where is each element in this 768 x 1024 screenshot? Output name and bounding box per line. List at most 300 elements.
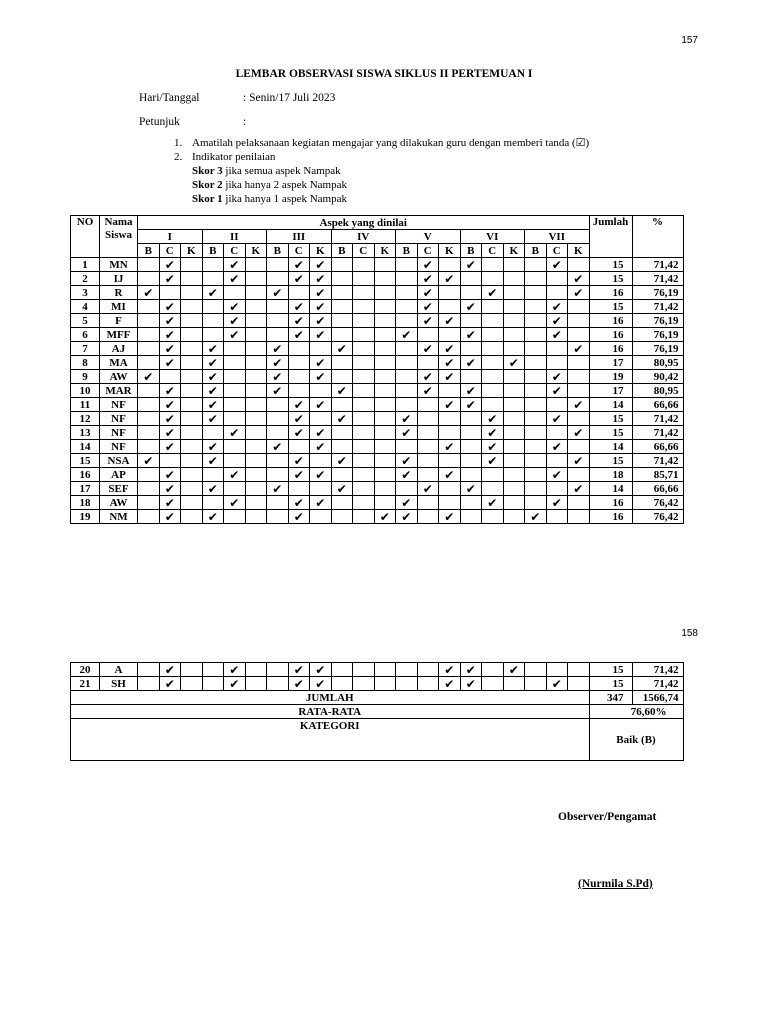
row-total: 16 (589, 314, 632, 328)
check-mark: ✔ (396, 426, 418, 440)
check-mark: ✔ (417, 286, 439, 300)
check-mark: ✔ (331, 342, 353, 356)
page-number: 157 (681, 35, 698, 46)
row-total: 16 (589, 286, 632, 300)
score-cell (568, 370, 590, 384)
jumlah-percent: 1566,74 (632, 691, 683, 705)
score-cell (460, 454, 482, 468)
check-mark: ✔ (159, 300, 181, 314)
check-mark: ✔ (396, 468, 418, 482)
row-percent: 66,66 (632, 440, 683, 454)
score-cell (417, 454, 439, 468)
row-percent: 80,95 (632, 356, 683, 370)
score-cell (396, 300, 418, 314)
table-row (71, 300, 684, 314)
check-mark: ✔ (460, 482, 482, 496)
score-cell (568, 258, 590, 272)
score-cell (353, 426, 375, 440)
header-total: Jumlah (589, 216, 632, 258)
row-percent: 71,42 (632, 454, 683, 468)
score-cell (460, 468, 482, 482)
check-mark: ✔ (439, 510, 461, 524)
score-cell (439, 482, 461, 496)
instruction-label: Petunjuk (139, 116, 180, 128)
score-cell (181, 286, 203, 300)
student-name: SEF (100, 482, 138, 496)
score-cell (353, 454, 375, 468)
check-mark: ✔ (288, 314, 310, 328)
student-name: NF (100, 412, 138, 426)
sub-column-header: B (138, 244, 160, 258)
check-mark: ✔ (546, 314, 568, 328)
check-mark: ✔ (439, 314, 461, 328)
row-number: 20 (71, 663, 100, 677)
check-mark: ✔ (224, 328, 246, 342)
header-no: NO (71, 216, 100, 258)
check-mark: ✔ (310, 370, 332, 384)
score-cell (439, 258, 461, 272)
score-cell (245, 482, 267, 496)
check-mark: ✔ (267, 384, 289, 398)
check-mark: ✔ (439, 468, 461, 482)
score-cell (482, 342, 504, 356)
score-cell (568, 663, 590, 677)
score-cell (245, 412, 267, 426)
score-cell (224, 370, 246, 384)
check-mark: ✔ (460, 300, 482, 314)
student-name: MN (100, 258, 138, 272)
row-percent: 76,42 (632, 510, 683, 524)
check-mark: ✔ (267, 370, 289, 384)
score-cell (331, 426, 353, 440)
check-mark: ✔ (288, 328, 310, 342)
student-name: A (100, 663, 138, 677)
check-mark: ✔ (288, 496, 310, 510)
score-cell (417, 356, 439, 370)
row-percent: 71,42 (632, 300, 683, 314)
check-mark: ✔ (159, 663, 181, 677)
score-cell (181, 482, 203, 496)
row-percent: 71,42 (632, 426, 683, 440)
score-cell (331, 370, 353, 384)
score-cell (245, 342, 267, 356)
score-cell (525, 272, 547, 286)
table-row (71, 468, 684, 482)
score-cell (568, 412, 590, 426)
score-cell (181, 663, 203, 677)
table-row (71, 412, 684, 426)
student-name: F (100, 314, 138, 328)
rata-value: 76,60% (589, 705, 683, 719)
check-mark: ✔ (138, 286, 160, 300)
row-number: 6 (71, 328, 100, 342)
row-percent: 71,42 (632, 272, 683, 286)
score-cell (482, 300, 504, 314)
score-cell (482, 356, 504, 370)
check-mark: ✔ (202, 370, 224, 384)
score-cell (138, 440, 160, 454)
observer-name: (Nurmila S.Pd) (578, 878, 653, 890)
score-cell (417, 412, 439, 426)
page-number: 158 (681, 628, 698, 639)
score-cell (245, 468, 267, 482)
row-total: 16 (589, 510, 632, 524)
score-cell (331, 314, 353, 328)
score-cell (331, 258, 353, 272)
check-mark: ✔ (310, 272, 332, 286)
check-mark: ✔ (439, 663, 461, 677)
check-mark: ✔ (159, 272, 181, 286)
check-mark: ✔ (482, 454, 504, 468)
check-mark: ✔ (439, 370, 461, 384)
score-cell (288, 286, 310, 300)
sub-column-header: K (439, 244, 461, 258)
score-cell (503, 440, 525, 454)
score-cell (417, 398, 439, 412)
score-text: jika hanya 1 aspek Nampak (222, 193, 347, 205)
student-name: MFF (100, 328, 138, 342)
table-row (71, 258, 684, 272)
check-mark: ✔ (159, 398, 181, 412)
score-cell (245, 663, 267, 677)
score-cell (245, 314, 267, 328)
check-mark: ✔ (224, 426, 246, 440)
score-cell (138, 426, 160, 440)
check-mark: ✔ (267, 286, 289, 300)
score-cell (267, 412, 289, 426)
check-mark: ✔ (331, 454, 353, 468)
score-cell (353, 398, 375, 412)
score-cell (482, 384, 504, 398)
item-number: 2. (174, 151, 183, 163)
check-mark: ✔ (288, 398, 310, 412)
header-aspects: Aspek yang dinilai (138, 216, 590, 230)
check-mark: ✔ (224, 468, 246, 482)
score-cell (417, 440, 439, 454)
row-number: 10 (71, 384, 100, 398)
score-cell (525, 370, 547, 384)
check-mark: ✔ (138, 454, 160, 468)
score-cell (460, 342, 482, 356)
header-name-text: Nama Siswa (104, 216, 133, 241)
score-cell (245, 286, 267, 300)
score-cell (482, 468, 504, 482)
check-mark: ✔ (482, 426, 504, 440)
score-cell (224, 286, 246, 300)
row-total: 16 (589, 328, 632, 342)
check-mark: ✔ (546, 370, 568, 384)
check-mark: ✔ (224, 496, 246, 510)
score-cell (525, 496, 547, 510)
check-mark: ✔ (482, 412, 504, 426)
row-number: 5 (71, 314, 100, 328)
check-mark: ✔ (310, 663, 332, 677)
table-row (71, 328, 684, 342)
check-mark: ✔ (288, 454, 310, 468)
score-cell (202, 677, 224, 691)
check-mark: ✔ (460, 398, 482, 412)
score-cell (525, 258, 547, 272)
score-cell (417, 468, 439, 482)
check-mark: ✔ (224, 300, 246, 314)
instruction-item (174, 136, 589, 150)
check-mark: ✔ (267, 356, 289, 370)
instruction-line (139, 116, 246, 128)
score-cell (181, 258, 203, 272)
score-cell (482, 258, 504, 272)
row-total: 17 (589, 384, 632, 398)
score-cell (568, 677, 590, 691)
score-cell (331, 440, 353, 454)
instruction-list (174, 136, 589, 206)
score-cell (460, 370, 482, 384)
score-cell (181, 398, 203, 412)
check-mark: ✔ (568, 272, 590, 286)
student-name: MI (100, 300, 138, 314)
row-percent: 76,19 (632, 342, 683, 356)
score-cell (525, 300, 547, 314)
score-cell (353, 342, 375, 356)
score-cell (138, 314, 160, 328)
check-mark: ✔ (546, 258, 568, 272)
score-cell (288, 370, 310, 384)
score-cell (417, 510, 439, 524)
check-mark: ✔ (396, 510, 418, 524)
score-cell (181, 370, 203, 384)
check-mark: ✔ (310, 314, 332, 328)
aspect-group-header: IV (331, 230, 396, 244)
check-mark: ✔ (439, 356, 461, 370)
check-mark: ✔ (159, 426, 181, 440)
check-mark: ✔ (159, 677, 181, 691)
score-cell (310, 384, 332, 398)
score-label: Skor 3 (192, 165, 223, 177)
score-cell (224, 510, 246, 524)
score-cell (224, 398, 246, 412)
check-mark: ✔ (460, 663, 482, 677)
check-mark: ✔ (546, 328, 568, 342)
score-cell (202, 300, 224, 314)
score-cell (460, 286, 482, 300)
score-cell (224, 356, 246, 370)
student-name: NSA (100, 454, 138, 468)
score-cell (396, 677, 418, 691)
table-row (71, 663, 684, 677)
table-row (71, 510, 684, 524)
check-mark: ✔ (568, 482, 590, 496)
row-number: 13 (71, 426, 100, 440)
check-mark: ✔ (546, 412, 568, 426)
instruction-value: : (243, 116, 247, 128)
check-mark: ✔ (417, 258, 439, 272)
score-cell (138, 496, 160, 510)
row-total: 15 (589, 426, 632, 440)
score-cell (503, 300, 525, 314)
table-row (71, 677, 684, 691)
score-cell (159, 454, 181, 468)
score-cell (525, 314, 547, 328)
row-number: 4 (71, 300, 100, 314)
score-cell (503, 384, 525, 398)
score-cell (396, 482, 418, 496)
score-cell (224, 454, 246, 468)
check-mark: ✔ (396, 412, 418, 426)
check-mark: ✔ (159, 440, 181, 454)
check-mark: ✔ (288, 468, 310, 482)
score-cell (181, 328, 203, 342)
student-name: NF (100, 440, 138, 454)
check-mark: ✔ (138, 370, 160, 384)
score-cell (568, 300, 590, 314)
sub-column-header: C (159, 244, 181, 258)
check-mark: ✔ (310, 300, 332, 314)
row-number: 19 (71, 510, 100, 524)
check-mark: ✔ (439, 677, 461, 691)
student-name: NF (100, 426, 138, 440)
check-mark: ✔ (159, 356, 181, 370)
table-row (71, 482, 684, 496)
item-text: Amatilah pelaksanaan kegiatan mengajar yang dilakukan guru dengan memberi tanda (☑) (192, 137, 590, 149)
score-cell (245, 440, 267, 454)
score-cell (503, 328, 525, 342)
check-mark: ✔ (310, 398, 332, 412)
score-cell (267, 426, 289, 440)
score-cell (310, 510, 332, 524)
score-cell (159, 286, 181, 300)
score-cell (224, 482, 246, 496)
score-cell (568, 328, 590, 342)
check-mark: ✔ (460, 356, 482, 370)
check-mark: ✔ (310, 258, 332, 272)
sub-column-header: C (546, 244, 568, 258)
score-cell (568, 384, 590, 398)
row-number: 21 (71, 677, 100, 691)
score-cell (202, 468, 224, 482)
check-mark: ✔ (202, 384, 224, 398)
check-mark: ✔ (568, 342, 590, 356)
check-mark: ✔ (568, 398, 590, 412)
table-row (71, 272, 684, 286)
score-cell (331, 663, 353, 677)
score-cell (288, 342, 310, 356)
check-mark: ✔ (331, 482, 353, 496)
check-mark: ✔ (267, 440, 289, 454)
student-name: AW (100, 370, 138, 384)
score-cell (245, 258, 267, 272)
check-mark: ✔ (417, 384, 439, 398)
row-number: 7 (71, 342, 100, 356)
score-cell (353, 370, 375, 384)
check-mark: ✔ (224, 272, 246, 286)
score-cell (267, 677, 289, 691)
date-label: Hari/Tanggal (139, 92, 200, 104)
score-cell (267, 272, 289, 286)
score-cell (245, 328, 267, 342)
check-mark: ✔ (202, 440, 224, 454)
score-cell (503, 314, 525, 328)
row-percent: 71,42 (632, 663, 683, 677)
score-cell (374, 258, 396, 272)
check-mark: ✔ (417, 300, 439, 314)
score-cell (439, 328, 461, 342)
score-cell (245, 454, 267, 468)
score-cell (396, 384, 418, 398)
check-mark: ✔ (546, 468, 568, 482)
score-cell (181, 342, 203, 356)
score-cell (224, 342, 246, 356)
kategori-value: Baik (B) (589, 719, 683, 761)
score-cell (181, 677, 203, 691)
score-cell (525, 482, 547, 496)
score-cell (460, 440, 482, 454)
score-cell (503, 258, 525, 272)
score-cell (245, 496, 267, 510)
score-cell (374, 496, 396, 510)
header-name (100, 216, 138, 258)
score-cell (181, 356, 203, 370)
score-cell (353, 258, 375, 272)
score-cell (138, 272, 160, 286)
sub-column-header: C (224, 244, 246, 258)
sub-column-header: B (267, 244, 289, 258)
score-cell (353, 677, 375, 691)
sub-column-header: K (503, 244, 525, 258)
score-cell (181, 440, 203, 454)
check-mark: ✔ (460, 328, 482, 342)
rata-label: RATA-RATA (71, 705, 590, 719)
check-mark: ✔ (159, 328, 181, 342)
score-line (174, 192, 589, 206)
check-mark: ✔ (525, 510, 547, 524)
score-cell (503, 272, 525, 286)
score-cell (546, 356, 568, 370)
check-mark: ✔ (331, 384, 353, 398)
score-cell (568, 440, 590, 454)
kategori-label: KATEGORI (71, 719, 590, 761)
score-cell (503, 482, 525, 496)
score-cell (460, 426, 482, 440)
check-mark: ✔ (417, 370, 439, 384)
score-cell (374, 328, 396, 342)
score-cell (181, 384, 203, 398)
student-name: IJ (100, 272, 138, 286)
score-cell (138, 510, 160, 524)
check-mark: ✔ (310, 328, 332, 342)
row-total: 16 (589, 496, 632, 510)
score-cell (525, 356, 547, 370)
score-cell (288, 440, 310, 454)
score-cell (525, 454, 547, 468)
score-cell (138, 663, 160, 677)
row-percent: 85,71 (632, 468, 683, 482)
score-cell (525, 468, 547, 482)
date-line (139, 92, 335, 104)
student-name: NF (100, 398, 138, 412)
score-cell (288, 482, 310, 496)
check-mark: ✔ (310, 677, 332, 691)
aspect-group-header: VI (460, 230, 525, 244)
score-cell (460, 496, 482, 510)
score-cell (159, 370, 181, 384)
score-cell (525, 663, 547, 677)
score-cell (568, 468, 590, 482)
score-cell (396, 342, 418, 356)
score-cell (288, 356, 310, 370)
check-mark: ✔ (568, 454, 590, 468)
score-cell (353, 286, 375, 300)
sub-column-header: B (396, 244, 418, 258)
row-number: 17 (71, 482, 100, 496)
